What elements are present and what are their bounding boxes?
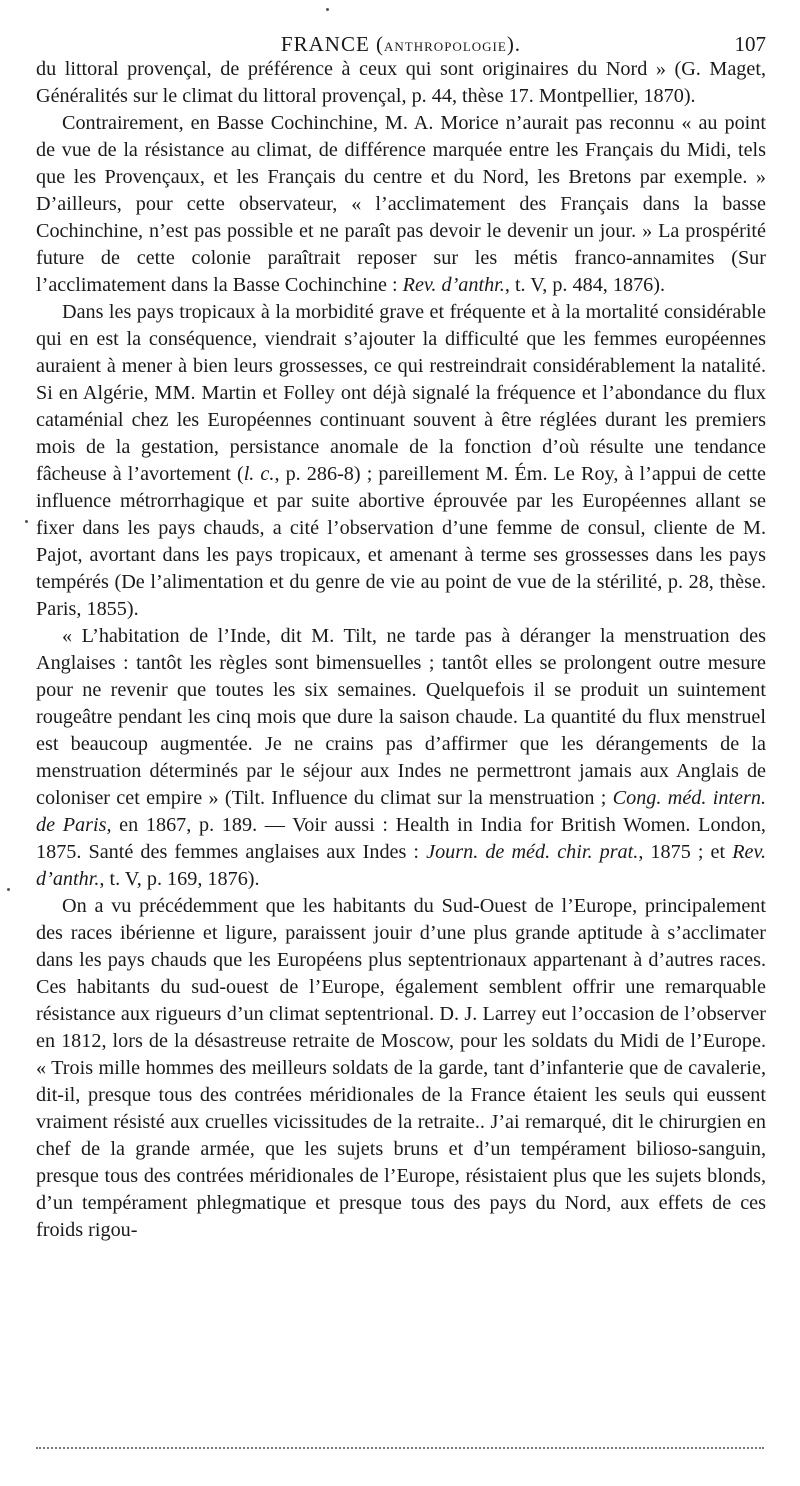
paragraph	[36, 299, 766, 623]
text-segment: du littoral provençal, de préférence à ceux qui sont originaires du Nord » (G. Maget, Généralités sur le climat du littoral provençal, p. 44, thèse 17. Montpellier, 1870).	[36, 58, 766, 107]
running-title-smallcaps: anthropologie	[384, 35, 507, 56]
running-title-end: ).	[506, 32, 522, 56]
running-title-main: FRANCE (	[280, 32, 385, 56]
text-segment: , t. V, p. 169, 1876).	[99, 868, 260, 890]
running-head	[36, 26, 766, 56]
scan-speck	[7, 888, 10, 891]
paragraph	[36, 893, 766, 1244]
italic-citation: l. c.	[243, 463, 275, 485]
italic-citation: Rev. d’anthr.	[402, 274, 505, 296]
italic-citation: Rev. d’anthr.	[36, 841, 766, 890]
running-title	[36, 32, 766, 57]
text-segment: , p. 286-8) ; pareillement M. Ém. Le Roy, à l’appui de cette influence métrorrhagique et par suite abortive éprouvée par les Européennes allant se fixer dans les pays chauds, a cité l’observation d’une femme de consul, cliente de M. Pajot, avortant dans les pays tropicaux, et amenant à terme ses grossesses dans les pays tempérés (De l’alimentation et du genre de vie au point de vue de la stérilité, p. 28, thèse. Paris, 1855).	[36, 463, 766, 620]
italic-citation: Journ. de méd. chir. prat.	[426, 841, 639, 863]
text-segment: Contrairement, en Basse Cochinchine, M. A. Morice n’aurait pas reconnu « au point de vue de la résistance au climat, de différence marquée entre les Français du Midi, tels que les Provençaux, et les Français du centre et du Nord, les Bretons par exemple. » D’ailleurs, pour cette observateur, « l’acclimatement des Français dans la basse Cochinchine, n’est pas possible et ne paraît pas devoir le devenir un jour. » La prospérité future de cette colonie paraîtrait reposer sur les métis franco-annamites (Sur l’acclimatement dans la Basse Cochinchine :	[36, 112, 766, 296]
paragraph	[36, 623, 766, 893]
text-segment: en 1867, p. 189. — Voir aussi : Health in India for British Women. London, 1875. Santé des femmes anglaises aux Indes :	[36, 814, 766, 863]
text-segment: On a vu précédemment que les habitants du Sud-Ouest de l’Europe, principalement des races ibérienne et ligure, paraissent jouir d’une plus grande aptitude à s’acclimater dans les pays chauds que les Européens plus septentrionaux appartenant à d’autres races. Ces habitants du sud-ouest de l’Europe, également semblent offrir une remarquable résistance aux rigueurs d’un climat septentrional. D. J. Larrey eut l’occasion de l’observer en 1812, lors de la désastreuse retraite de Moscow, pour les soldats du Midi de l’Europe. « Trois mille hommes des meilleurs soldats de la garde, tant d’infanterie que de cavalerie, dit-il, presque tous des contrées méridionales de la France étaient les seuls qui eussent vraiment résisté aux cruelles vicissitudes de la retraite.. J’ai remarqué, dit le chirurgien en chef de la grande armée, que les sujets bruns et d’un tempérament bilioso-sanguin, presque tous des contrées méridionales de l’Europe, résistaient plus que les sujets blonds, d’un tempérament phlegmatique et presque tous des pays du Nord, aux effets de ces froids rigou-	[36, 895, 766, 1241]
bottom-dotted-rule	[36, 1447, 764, 1449]
italic-citation: Cong. méd. intern. de Paris,	[36, 787, 766, 836]
text-segment: , 1875 ; et	[638, 841, 733, 863]
scan-speck	[326, 8, 329, 11]
text-segment: Dans les pays tropicaux à la morbidité grave et fréquente et à la mortalité considérable qui en est la conséquence, viendrait s’ajouter la difficulté que les femmes européennes auraient à mener à bien leurs grossesses, ce qui restreindrait considérablement la natalité. Si en Algérie, MM. Martin et Folley ont déjà signalé la fréquence et l’abondance du flux cataménial chez les Européennes continuant souvent à être réglées durant les premiers mois de la gestation, persistance anomale de la fonction d’où résulte une tendance fâcheuse à l’avortement (	[36, 301, 766, 485]
page	[36, 26, 766, 1244]
text-segment: « L’habitation de l’Inde, dit M. Tilt, ne tarde pas à déranger la menstruation des Anglaises : tantôt les règles sont bimensuelles ; tantôt elles se prolongent outre mesure pour ne revenir que toutes les six semaines. Quelquefois il se produit un suintement rougeâtre pendant les cinq mois que dure la saison chaude. La quantité du flux menstruel est beaucoup augmentée. Je ne crains pas d’affirmer que les dérangements de la menstruation déterminés par le séjour aux Indes ne permettront jamais aux Anglais de coloniser cet empire » (Tilt. Influence du climat sur la menstruation ;	[36, 625, 766, 809]
text-segment: , t. V, p. 484, 1876).	[504, 274, 666, 296]
scan-speck	[25, 520, 28, 523]
paragraph	[36, 110, 766, 299]
body-text	[36, 56, 766, 1244]
paragraph	[36, 56, 766, 110]
page-number: 107	[734, 32, 766, 56]
